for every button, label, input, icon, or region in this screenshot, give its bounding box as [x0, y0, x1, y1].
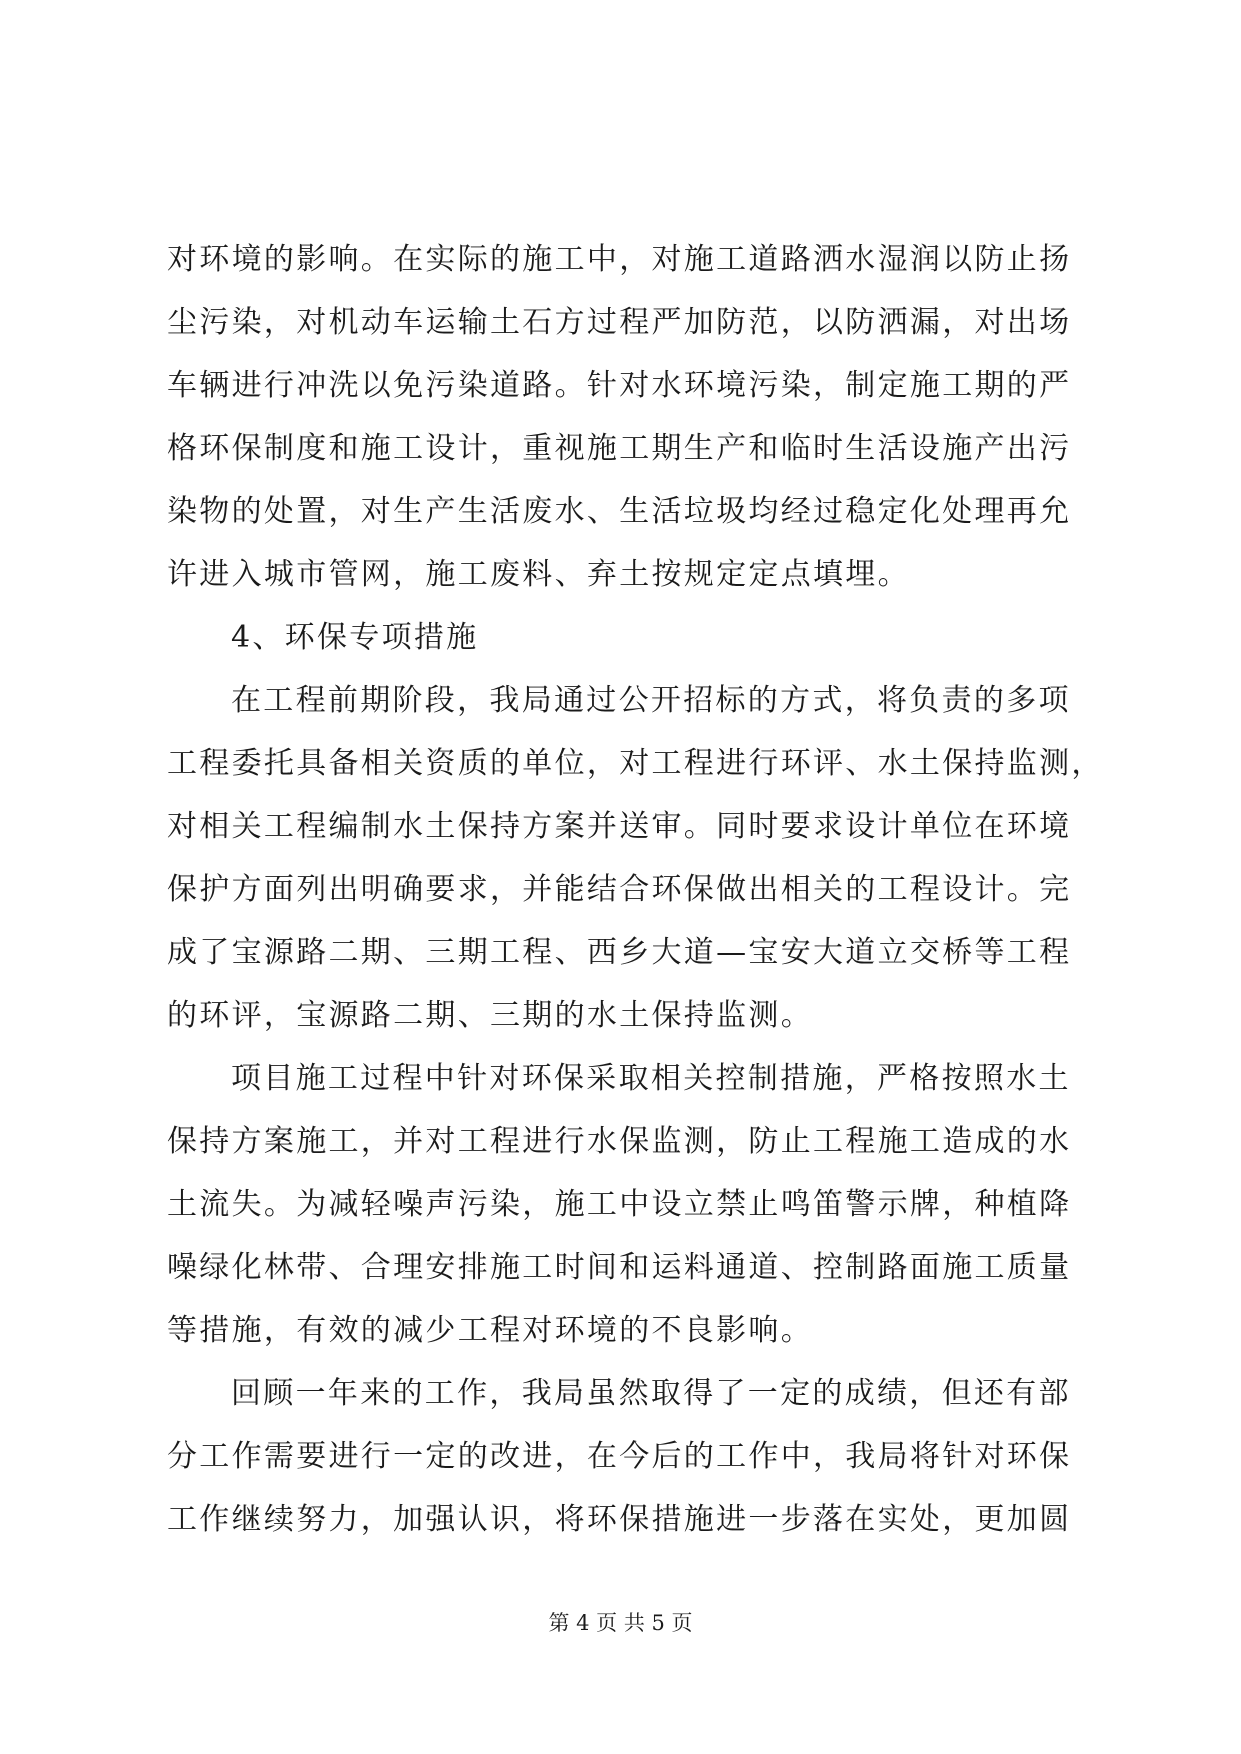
text-line: 许进入城市管网，施工废料、弃土按规定定点填埋。	[167, 557, 910, 592]
text-line: 车辆进行冲洗以免污染道路。针对水环境污染，制定施工期的严	[167, 368, 1072, 403]
text-line: 回顾一年来的工作，我局虽然取得了一定的成绩，但还有部	[231, 1376, 1071, 1411]
text-line: 保持方案施工，并对工程进行水保监测，防止工程施工造成的水	[167, 1124, 1072, 1159]
text-line: 尘污染，对机动车运输土石方过程严加防范，以防洒漏，对出场	[167, 305, 1072, 340]
text-line: 对环境的影响。在实际的施工中，对施工道路洒水湿润以防止扬	[167, 242, 1072, 277]
text-line: 格环保制度和施工设计，重视施工期生产和临时生活设施产出污	[167, 431, 1072, 466]
text-line: 项目施工过程中针对环保采取相关控制措施，严格按照水土	[231, 1061, 1071, 1096]
text-line: 染物的处置，对生产生活废水、生活垃圾均经过稳定化处理再允	[167, 494, 1072, 529]
page-footer: 第 4 页 共 5 页	[548, 1611, 693, 1635]
text-line: 工程委托具备相关资质的单位，对工程进行环评、水土保持监测，	[167, 746, 1104, 781]
text-line: 等措施，有效的减少工程对环境的不良影响。	[167, 1313, 813, 1348]
text-line: 成了宝源路二期、三期工程、西乡大道—宝安大道立交桥等工程	[167, 935, 1072, 970]
text-line: 保护方面列出明确要求，并能结合环保做出相关的工程设计。完	[167, 872, 1072, 907]
document-body	[167, 228, 1104, 1551]
text-line: 分工作需要进行一定的改进，在今后的工作中，我局将针对环保	[167, 1439, 1072, 1474]
text-line: 噪绿化林带、合理安排施工时间和运料通道、控制路面施工质量	[167, 1250, 1072, 1285]
text-line: 工作继续努力，加强认识，将环保措施进一步落在实处，更加圆	[167, 1502, 1072, 1537]
text-line: 土流失。为减轻噪声污染，施工中设立禁止鸣笛警示牌，种植降	[167, 1187, 1072, 1222]
text-line: 对相关工程编制水土保持方案并送审。同时要求设计单位在环境	[167, 809, 1072, 844]
text-line: 的环评，宝源路二期、三期的水土保持监测。	[167, 998, 813, 1033]
text-line: 4、环保专项措施	[231, 620, 479, 655]
text-line: 在工程前期阶段，我局通过公开招标的方式，将负责的多项	[231, 683, 1071, 718]
